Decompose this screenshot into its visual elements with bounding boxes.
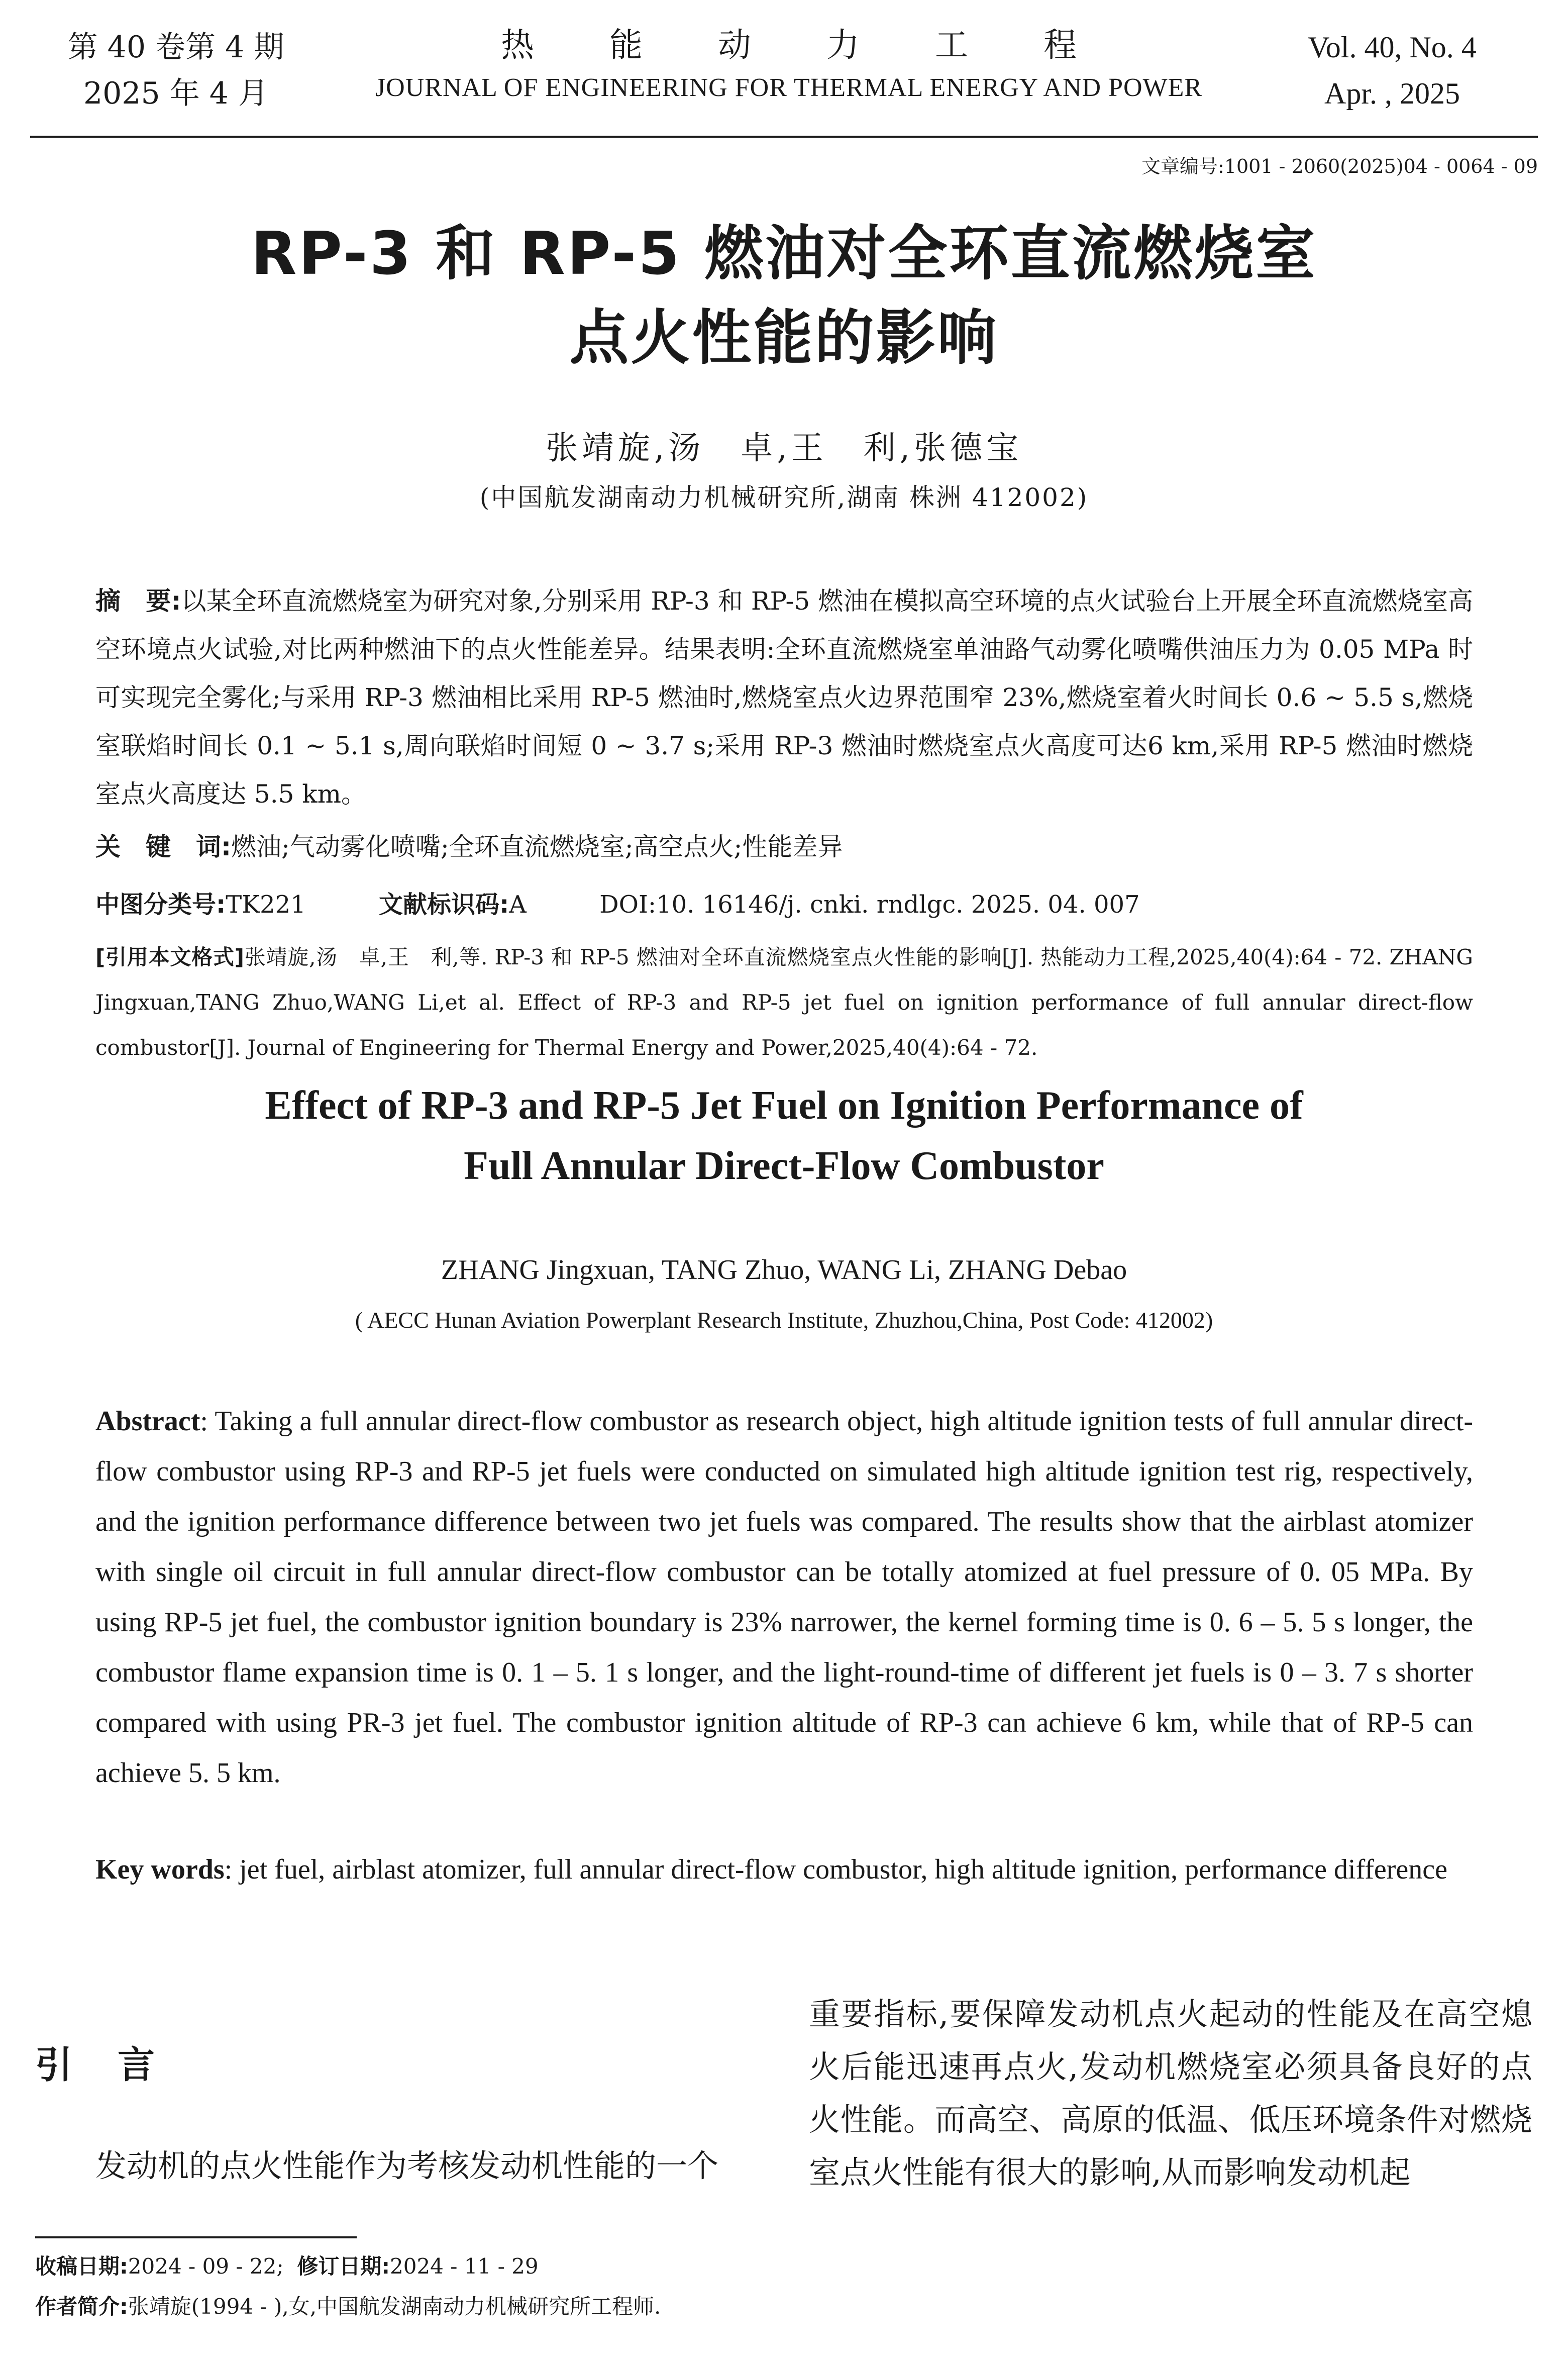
title-en	[0, 1075, 1568, 1196]
footnote	[35, 2246, 661, 2327]
received-label: 收稿日期:	[35, 2254, 128, 2279]
bio-label: 作者简介:	[35, 2294, 128, 2319]
intro-left-column: 发动机的点火性能作为考核发动机性能的一个	[95, 2147, 719, 2184]
date-cn: 2025 年 4 月	[83, 76, 269, 111]
affiliation-cn: (中国航发湖南动力机械研究所,湖南 株洲 412002)	[479, 483, 1089, 512]
citation	[95, 935, 1473, 1070]
affiliation-en: ( AECC Hunan Aviation Powerplant Research Institute, Zhuzhou,China, Post Code: 412002)	[355, 1307, 1213, 1333]
doc-code-value: A	[509, 891, 527, 919]
footnote-rule	[35, 2236, 357, 2238]
keywords-cn-label: 关 键 词:	[95, 832, 231, 861]
journal-name	[352, 20, 1226, 106]
volume-cn: 第 40 卷第 4 期	[67, 30, 284, 65]
abstract-en-text: : Taking a full annular direct-flow combustor as research object, high altitude ignition tests of full annular direct-flow combustor using RP-3 and RP-5 jet fuels were conducted on simulated high altitude ignition test rig, respectively, and the ignition performance difference between two jet fuels was compared. The results show that the airblast atomizer with single oil circuit in full annular direct-flow combustor can be totally atomized at fuel pressure of 0. 05 MPa. By using RP-5 jet fuel, the combustor ignition boundary is 23% narrower, the kernel forming time is 0. 6 – 5. 5 s longer, the combustor flame expansion time is 0. 1 – 5. 1 s longer, and the light-round-time of different jet fuels is 0 – 3. 7 s shorter compared with using PR-3 jet fuel. The combustor ignition altitude of RP-3 can achieve 6 km, while that of RP-5 can achieve 5. 5 km.	[95, 1406, 1473, 1789]
clc-value: TK221	[226, 891, 306, 919]
section-heading-intro: 引言	[35, 2043, 200, 2087]
date-en: Apr. , 2025	[1324, 77, 1460, 110]
abstract-cn-label: 摘 要:	[95, 586, 181, 616]
title-en-line1: Effect of RP-3 and RP-5 Jet Fuel on Ignition Performance of	[265, 1084, 1303, 1128]
keywords-en-label: Key words	[95, 1854, 225, 1885]
title-cn	[0, 211, 1568, 380]
clc-label: 中图分类号:	[95, 891, 226, 919]
revised-date: 2024 - 11 - 29	[390, 2254, 539, 2279]
doc-code-label: 文献标识码:	[378, 891, 509, 919]
journal-name-cn: 热能动力工程	[501, 26, 1152, 64]
journal-name-en: JOURNAL OF ENGINEERING FOR THERMAL ENERGY AND POWER	[375, 73, 1203, 102]
abstract-cn-text: 以某全环直流燃烧室为研究对象,分别采用 RP-3 和 RP-5 燃油在模拟高空环境的点火试验台上开展全环直流燃烧室高空环境点火试验,对比两种燃油下的点火性能差异。结果表明:全环直流燃烧室单油路气动雾化喷嘴供油压力为 0.05 MPa 时可实现完全雾化;与采用 RP-3 燃油相比采用 RP-5 燃油时,燃烧室点火边界范围窄 23%,燃烧室着火时间长 0.6 ~ 5.5 s,燃烧室联焰时间长 0.1 ~ 5.1 s,周向联焰时间短 0 ~ 3.7 s;采用 RP-3 燃油时燃烧室点火高度可达6 km,采用 RP-5 燃油时燃烧室点火高度达 5.5 km。	[95, 586, 1473, 809]
title-cn-line2: 点火性能的影响	[569, 303, 999, 372]
received-date: 2024 - 09 - 22;	[128, 2254, 284, 2279]
title-en-line2: Full Annular Direct-Flow Combustor	[464, 1144, 1104, 1188]
classification-line	[95, 882, 1205, 927]
keywords-cn	[95, 824, 1473, 869]
authors-en: ZHANG Jingxuan, TANG Zhuo, WANG Li, ZHANG Debao	[441, 1254, 1127, 1286]
doi: DOI:10. 16146/j. cnki. rndlgc. 2025. 04. 007	[599, 891, 1140, 919]
revised-label: 修订日期:	[297, 2254, 390, 2279]
issue-info-cn	[65, 24, 286, 117]
issue-info-en	[1282, 24, 1503, 117]
keywords-en-text: : jet fuel, airblast atomizer, full annular direct-flow combustor, high altitude ignition, performance difference	[224, 1854, 1447, 1885]
bio-text: 张靖旋(1994 - ),女,中国航发湖南动力机械研究所工程师.	[128, 2294, 661, 2319]
keywords-en	[95, 1844, 1473, 1895]
citation-text: 张靖旋,汤 卓,王 利,等. RP-3 和 RP-5 燃油对全环直流燃烧室点火性能的影响[J]. 热能动力工程,2025,40(4):64 - 72. ZHANG Jingxuan,TANG Zhuo,WANG Li,et al. Effect of RP-3 and RP-5 jet fuel on ignition performance of full annular direct-flow combustor[J]. Journal of Engineering for Thermal Energy and Power,2025,40(4):64 - 72.	[95, 945, 1473, 1060]
dates-line	[35, 2246, 661, 2287]
abstract-cn	[95, 577, 1473, 818]
abstract-en	[95, 1396, 1473, 1798]
intro-right-column: 重要指标,要保障发动机点火起动的性能及在高空熄火后能迅速再点火,发动机燃烧室必须具备良好的点火性能。而高空、高原的低温、低压环境条件对燃烧室点火性能有很大的影响,从而影响发动机起	[809, 1996, 1532, 2191]
article-number: 文章编号:1001 - 2060(2025)04 - 0064 - 09	[1141, 155, 1538, 177]
volume-en: Vol. 40, No. 4	[1308, 31, 1477, 64]
header-rule	[30, 136, 1538, 138]
author-bio-line	[35, 2287, 661, 2327]
abstract-en-label: Abstract	[95, 1406, 200, 1437]
keywords-cn-text: 燃油;气动雾化喷嘴;全环直流燃烧室;高空点火;性能差异	[231, 832, 843, 861]
citation-label: [引用本文格式]	[95, 945, 244, 969]
title-cn-line1: RP-3 和 RP-5 燃油对全环直流燃烧室	[251, 219, 1317, 288]
authors-cn: 张靖旋,汤 卓,王 利,张德宝	[545, 430, 1023, 467]
